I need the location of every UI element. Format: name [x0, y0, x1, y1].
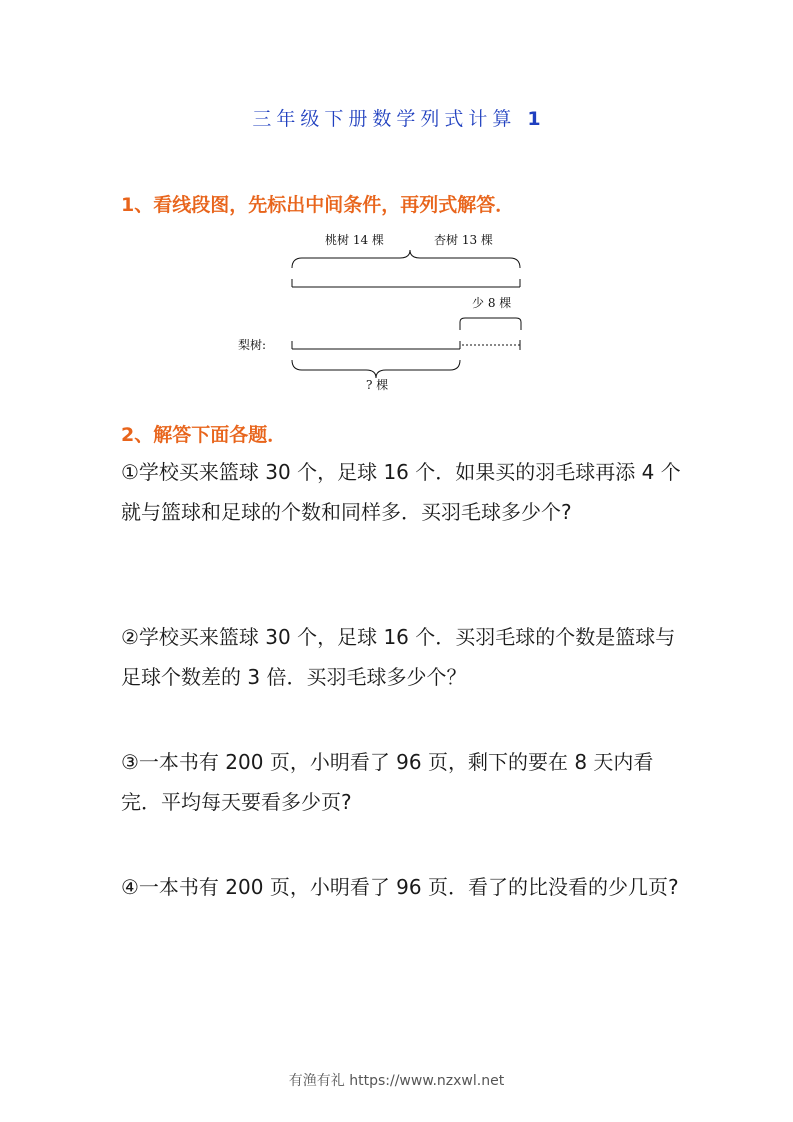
question-2: ②学校买来篮球 30 个，足球 16 个．买羽毛球的个数是篮球与足球个数差的 3 倍．买羽毛球多少个？ — [121, 625, 676, 689]
footer-watermark: 有渔有礼 https://www.nzxwl.net — [288, 1073, 505, 1089]
question-4: ④一本书有 200 页，小明看了 96 页．看了的比没看的少几页? — [121, 875, 679, 899]
label-unknown: ? 棵 — [366, 378, 389, 392]
section1-heading: 1、看线段图，先标出中间条件，再列式解答． — [121, 194, 515, 216]
title-number: 1 — [527, 108, 541, 130]
label-pear-trees: 梨树: — [238, 338, 267, 352]
title-text: 三年级下册数学列式计算 — [252, 108, 517, 130]
label-less-8: 少 8 棵 — [472, 296, 512, 310]
label-peach-trees: 桃树 14 棵 — [325, 233, 384, 247]
question-1: ①学校买来篮球 30 个，足球 16 个．如果买的羽毛球再添 4 个就与篮球和足球的个数和同样多．买羽毛球多少个? — [121, 460, 681, 524]
label-apricot-trees: 杏树 13 棵 — [434, 233, 493, 247]
line-segment-diagram — [220, 225, 540, 400]
question-3: ③一本书有 200 页，小明看了 96 页，剩下的要在 8 天内看完．平均每天要看多少页? — [121, 750, 654, 814]
section2-heading: 2、解答下面各题． — [121, 424, 287, 446]
page-title — [0, 104, 793, 131]
